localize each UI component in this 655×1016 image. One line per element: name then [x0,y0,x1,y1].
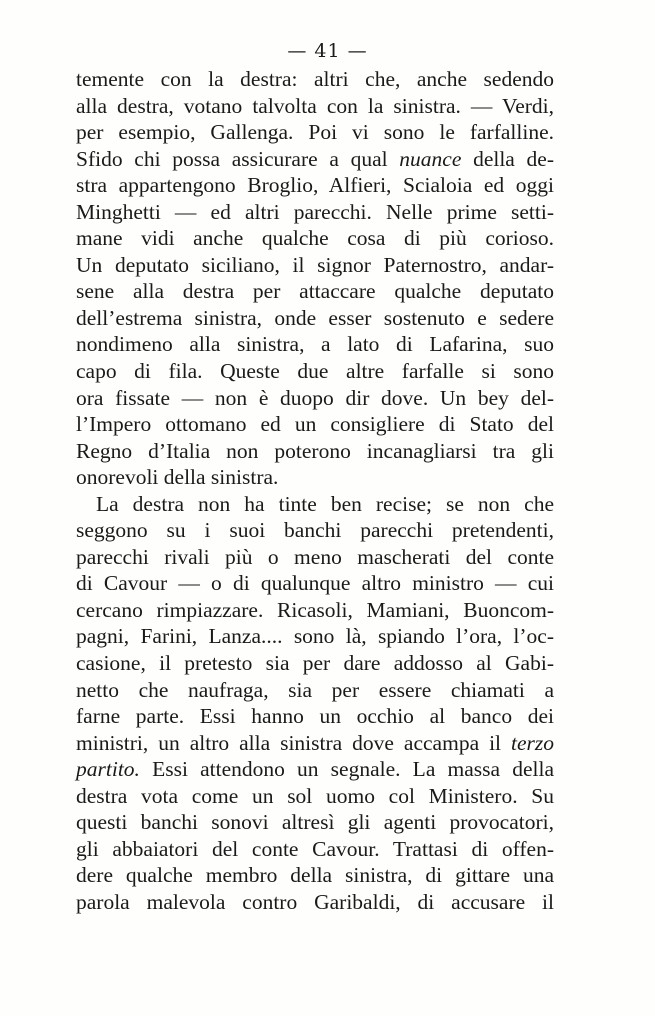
text-line [76,411,554,438]
text-line [76,358,554,385]
text-segment: onorevoli della sinistra. [76,465,279,490]
text-segment: l’Impero ottomano ed un consigliere di Stato del [76,412,554,437]
text-line [76,623,554,650]
text-line [76,305,554,332]
text-segment: Regno d’Italia non poterono incanagliarsi tra gli [76,438,554,463]
text-line [76,146,554,173]
text-segment: per esempio, Gallenga. Poi vi sono le farfalline. [76,120,554,145]
italic-text: partito. [76,757,140,782]
text-segment: farne parte. Essi hanno un occhio al banco dei [76,704,554,729]
text-line [76,331,554,358]
text-segment: stra appartengono Broglio, Alfieri, Scialoia ed oggi [76,173,554,198]
text-segment: nondimeno alla sinistra, a lato di Lafarina, suo [76,332,554,357]
text-line [76,783,554,810]
text-line [76,862,554,889]
text-segment: Essi attendono un segnale. La massa della [139,757,554,782]
text-line [76,597,554,624]
text-segment: Un deputato siciliano, il signor Paternostro, andar- [76,252,554,277]
text-segment: pagni, Farini, Lanza.... sono là, spiando l’ora, l’oc- [76,624,554,649]
text-segment: Minghetti — ed altri parecchi. Nelle prime setti- [76,199,554,224]
text-line [76,491,554,518]
text-segment: destra vota come un sol uomo col Ministero. Su [76,783,554,808]
text-segment: parola malevola contro Garibaldi, di accusare il [76,889,554,914]
text-segment: dere qualche membro della sinistra, di gittare una [76,863,554,888]
text-segment: seggono su i suoi banchi parecchi pretendenti, [76,518,554,543]
text-segment: dell’estrema sinistra, onde esser sostenuto e sedere [76,305,554,330]
text-line [76,199,554,226]
text-line [76,730,554,757]
text-line [76,677,554,704]
text-segment: gli abbaiatori del conte Cavour. Trattasi di offen- [76,836,554,861]
text-line [76,278,554,305]
text-segment: di Cavour — o di qualunque altro ministro — cui [76,571,554,596]
text-line [76,252,554,279]
text-line [76,650,554,677]
text-line [76,93,554,120]
italic-text: nuance [399,146,462,171]
text-segment: temente con la destra: altri che, anche sedendo [76,67,554,91]
text-line [76,544,554,571]
text-segment: casione, il pretesto sia per dare addosso al Gabi- [76,651,554,676]
text-segment: della de- [461,146,554,171]
text-segment: alla destra, votano talvolta con la sinistra. — Verdi, [76,93,554,118]
text-segment: netto che naufraga, sia per essere chiamati a [76,677,554,702]
text-line [76,385,554,412]
text-line [76,836,554,863]
text-segment: ministri, un altro alla sinistra dove accampa il [76,730,511,755]
text-segment: capo di fila. Queste due altre farfalle si sono [76,359,554,384]
text-line [76,172,554,199]
text-line [76,119,554,146]
text-line [76,225,554,252]
text-line [76,889,554,916]
text-line [76,570,554,597]
page-number: — 41 — [287,40,368,62]
text-segment: mane vidi anche qualche cosa di più corioso. [76,226,554,251]
text-line [76,438,554,465]
text-segment: La destra non ha tinte ben recise; se non che [96,491,554,516]
text-segment: questi banchi sonovi altresì gli agenti provocatori, [76,810,554,835]
text-segment: cercano rimpiazzare. Ricasoli, Mamiani, Buoncom- [76,597,554,622]
text-segment: parecchi rivali più o meno mascherati del conte [76,544,554,569]
text-line [76,756,554,783]
body-text [76,66,554,916]
text-segment: sene alla destra per attaccare qualche deputato [76,279,554,304]
text-line [76,66,554,93]
text-segment: ora fissate — non è duopo dir dove. Un bey del- [76,385,554,410]
text-line [76,464,554,491]
text-segment: Sfido chi possa assicurare a qual [76,146,400,171]
text-line [76,809,554,836]
text-line [76,517,554,544]
italic-text: terzo [511,730,554,755]
text-line [76,703,554,730]
